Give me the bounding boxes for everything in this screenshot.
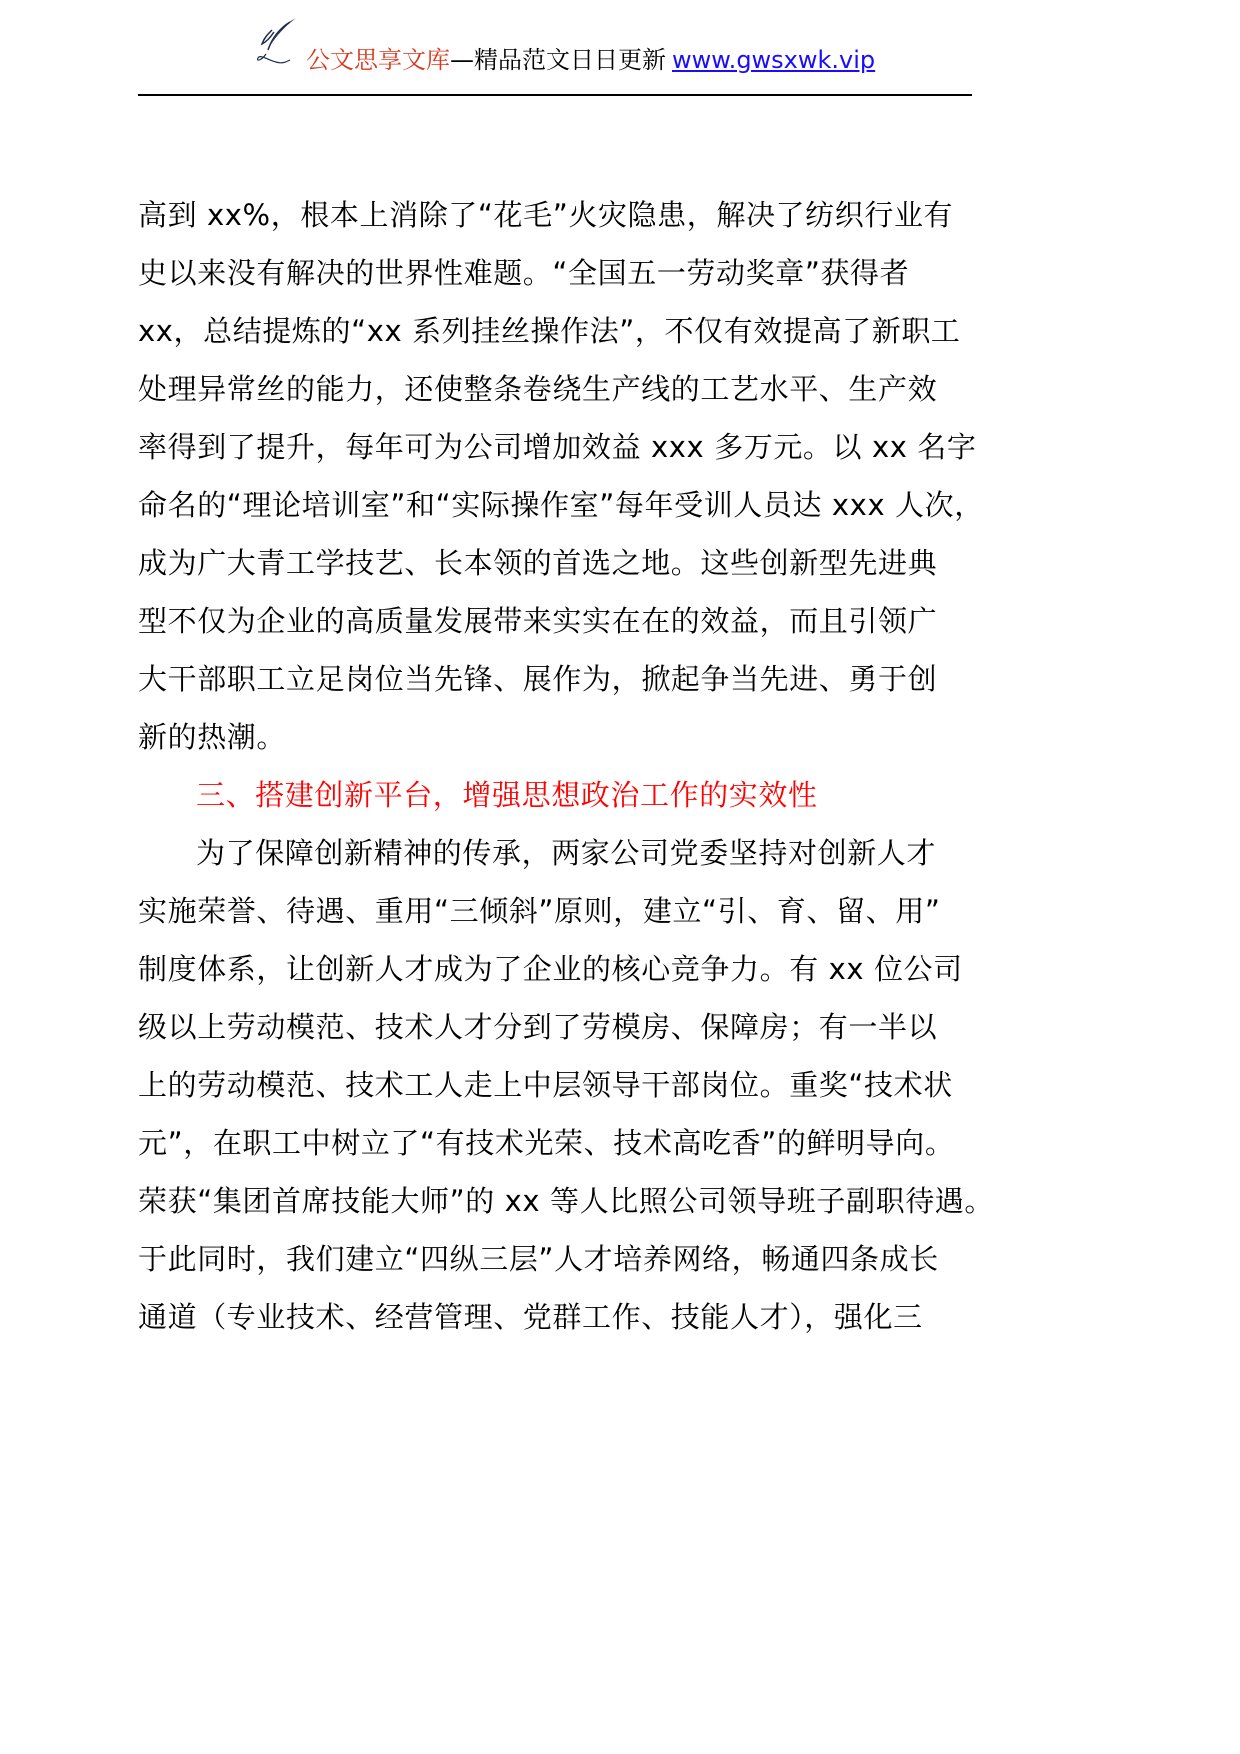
paragraph-line: 于此同时，我们建立“四纵三层”人才培养网络，畅通四条成长 [138, 1242, 939, 1276]
header-title [306, 44, 875, 76]
paragraph-line: 新的热潮。 [138, 720, 287, 754]
paragraph-line: 高到 xx%，根本上消除了“花毛”火灾隐患，解决了纺织行业有 [138, 198, 954, 232]
paragraph-line: 级以上劳动模范、技术人才分到了劳模房、保障房；有一半以 [138, 1010, 938, 1044]
site-link[interactable]: www.gwsxwk.vip [672, 46, 876, 74]
paragraph-line: 处理异常丝的能力，还使整条卷绕生产线的工艺水平、生产效 [138, 372, 938, 406]
paragraph-line: 实施荣誉、待遇、重用“三倾斜”原则，建立“引、育、留、用” [138, 894, 941, 928]
section-heading: 三、搭建创新平台，增强思想政治工作的实效性 [196, 778, 818, 812]
paragraph-line: 制度体系，让创新人才成为了企业的核心竞争力。有 xx 位公司 [138, 952, 963, 986]
paragraph-line: 命名的“理论培训室”和“实际操作室”每年受训人员达 xxx 人次， [138, 488, 984, 522]
paragraph-line: 率得到了提升，每年可为公司增加效益 xxx 多万元。以 xx 名字 [138, 430, 977, 464]
paragraph-line: 荣获“集团首席技能大师”的 xx 等人比照公司领导班子副职待遇。 [138, 1184, 995, 1218]
brand-name: 公文思享文库 [306, 46, 450, 74]
quill-pen-icon [250, 14, 306, 70]
paragraph-line: 成为广大青工学技艺、长本领的首选之地。这些创新型先进典 [138, 546, 938, 580]
paragraph-line: xx，总结提炼的“xx 系列挂丝操作法”，不仅有效提高了新职工 [138, 314, 961, 348]
paragraph-line: 史以来没有解决的世界性难题。“全国五一劳动奖章”获得者 [138, 256, 910, 290]
paragraph-line: 型不仅为企业的高质量发展带来实实在在的效益，而且引领广 [138, 604, 938, 638]
header-divider [138, 94, 972, 96]
paragraph-line: 大干部职工立足岗位当先锋、展作为，掀起争当先进、勇于创 [138, 662, 938, 696]
tagline: —精品范文日日更新 [450, 46, 666, 74]
paragraph-line: 元”，在职工中树立了“有技术光荣、技术高吃香”的鲜明导向。 [138, 1126, 955, 1160]
paragraph-line: 上的劳动模范、技术工人走上中层领导干部岗位。重奖“技术状 [138, 1068, 953, 1102]
paragraph-line: 为了保障创新精神的传承，两家公司党委坚持对创新人才 [196, 836, 937, 870]
document-body [138, 186, 1018, 1346]
page-header [0, 0, 1240, 110]
paragraph-line: 通道（专业技术、经营管理、党群工作、技能人才），强化三 [138, 1300, 923, 1334]
